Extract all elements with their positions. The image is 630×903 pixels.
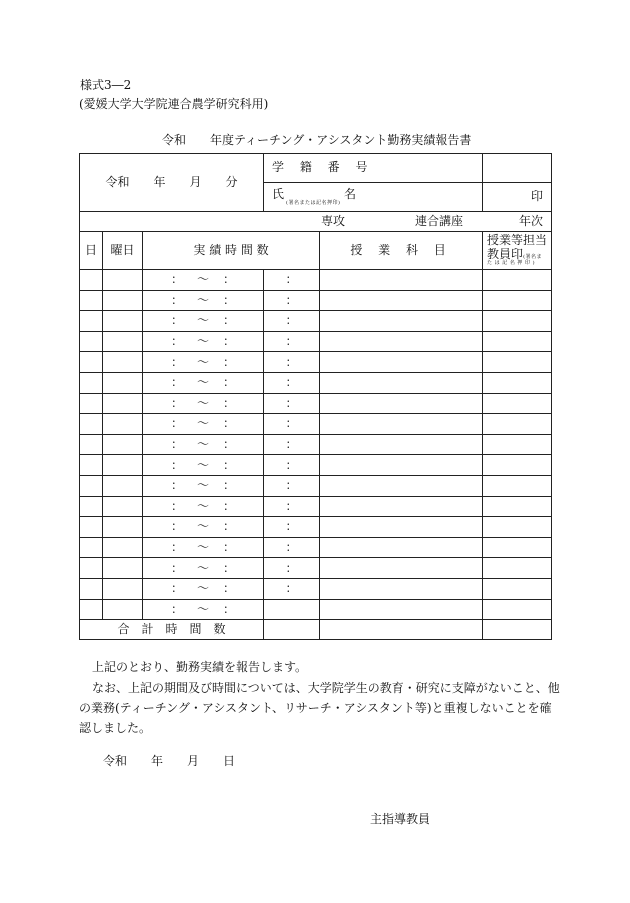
subject-cell[interactable] — [320, 414, 483, 435]
time-mark-time-to: ： — [223, 457, 236, 472]
paragraph-2-line-2: の業務(ティーチング・アシスタント、リサーチ・アシスタント等)と重複しないことを確 — [79, 701, 552, 715]
duration-mark: ： — [285, 560, 298, 575]
weekday-cell[interactable] — [103, 311, 143, 332]
teacher-seal-cell[interactable] — [483, 372, 552, 393]
time-range-cell[interactable] — [143, 475, 264, 496]
duration-cell[interactable] — [264, 496, 320, 517]
time-range-cell[interactable] — [143, 578, 264, 599]
duration-mark: ： — [285, 395, 298, 410]
time-mark-time-to: ： — [223, 354, 236, 369]
time-mark-time-from: ： — [170, 519, 183, 534]
weekday-cell[interactable] — [103, 372, 143, 393]
time-mark-time-to: ： — [223, 581, 236, 596]
time-mark-tilde: 〜 — [197, 272, 210, 287]
time-mark-time-to: ： — [223, 333, 236, 348]
teacher-seal-cell[interactable] — [483, 599, 552, 620]
time-range-cell[interactable] — [143, 517, 264, 538]
time-mark-time-from: ： — [170, 498, 183, 513]
duration-cell[interactable] — [264, 558, 320, 579]
weekday-cell[interactable] — [103, 475, 143, 496]
duration-mark: ： — [285, 519, 298, 534]
table-row — [80, 414, 552, 435]
year-label: 年次 — [519, 213, 544, 228]
day-cell[interactable] — [80, 311, 103, 332]
subject-cell[interactable] — [320, 290, 483, 311]
student-no-field[interactable] — [483, 154, 552, 183]
table-row — [80, 311, 552, 332]
day-cell[interactable] — [80, 414, 103, 435]
day-cell[interactable] — [80, 537, 103, 558]
subject-cell[interactable] — [320, 599, 483, 620]
time-mark-time-from: ： — [170, 272, 183, 287]
teacher-seal-cell[interactable] — [483, 352, 552, 373]
day-cell[interactable] — [80, 290, 103, 311]
name-label-cell — [264, 183, 483, 212]
table-row — [80, 496, 552, 517]
duration-cell[interactable] — [264, 311, 320, 332]
total-label-cell — [80, 620, 264, 640]
duration-cell[interactable] — [264, 290, 320, 311]
time-mark-time-to: ： — [223, 539, 236, 554]
duration-mark: ： — [285, 272, 298, 287]
duration-mark: ： — [285, 457, 298, 472]
duration-cell[interactable] — [264, 352, 320, 373]
signature-date: 令和 年 月 日 — [103, 754, 236, 768]
period-cell — [80, 154, 264, 212]
day-cell[interactable] — [80, 558, 103, 579]
time-mark-tilde: 〜 — [197, 395, 210, 410]
time-mark-tilde: 〜 — [197, 498, 210, 513]
time-mark-time-from: ： — [170, 560, 183, 575]
duration-mark: ： — [285, 498, 298, 513]
teacher-seal-cell[interactable] — [483, 331, 552, 352]
duration-mark: ： — [285, 416, 298, 431]
time-mark-tilde: 〜 — [197, 601, 210, 616]
day-cell[interactable] — [80, 372, 103, 393]
teacher-seal-cell[interactable] — [483, 414, 552, 435]
time-range-cell[interactable] — [143, 496, 264, 517]
subject-cell[interactable] — [320, 270, 483, 291]
day-cell[interactable] — [80, 578, 103, 599]
teacher-seal-cell[interactable] — [483, 434, 552, 455]
teacher-seal-note-b: た は 記 名 押 印 ) — [487, 260, 536, 267]
student-no-label-cell — [264, 154, 483, 183]
time-mark-time-from: ： — [170, 436, 183, 451]
teacher-seal-cell[interactable] — [483, 270, 552, 291]
duration-cell[interactable] — [264, 578, 320, 599]
weekday-cell[interactable] — [103, 455, 143, 476]
time-range-cell[interactable] — [143, 352, 264, 373]
weekday-cell[interactable] — [103, 517, 143, 538]
table-row — [80, 434, 552, 455]
time-mark-time-from: ： — [170, 375, 183, 390]
time-mark-tilde: 〜 — [197, 354, 210, 369]
weekday-cell[interactable] — [103, 393, 143, 414]
teacher-seal-cell[interactable] — [483, 578, 552, 599]
subject-cell[interactable] — [320, 393, 483, 414]
duration-mark: ： — [285, 292, 298, 307]
time-mark-tilde: 〜 — [197, 539, 210, 554]
time-mark-time-to: ： — [223, 560, 236, 575]
weekday-cell[interactable] — [103, 558, 143, 579]
teacher-seal-cell[interactable] — [483, 517, 552, 538]
time-mark-time-to: ： — [223, 272, 236, 287]
total-hours-field[interactable] — [264, 620, 320, 640]
duration-cell[interactable] — [264, 455, 320, 476]
weekday-cell[interactable] — [103, 599, 143, 620]
time-range-cell[interactable] — [143, 599, 264, 620]
time-mark-time-from: ： — [170, 539, 183, 554]
duration-cell[interactable] — [264, 372, 320, 393]
table-row — [80, 558, 552, 579]
time-mark-time-to: ： — [223, 416, 236, 431]
subject-cell[interactable] — [320, 455, 483, 476]
teacher-seal-line2: 教員印 — [487, 246, 524, 261]
report-table — [79, 153, 552, 640]
course-label: 連合講座 — [415, 213, 464, 228]
table-row — [80, 393, 552, 414]
time-mark-time-to: ： — [223, 519, 236, 534]
total-empty-2 — [483, 620, 552, 640]
day-cell[interactable] — [80, 517, 103, 538]
table-row — [80, 578, 552, 599]
table-row — [80, 352, 552, 373]
time-mark-tilde: 〜 — [197, 457, 210, 472]
time-mark-time-from: ： — [170, 478, 183, 493]
duration-mark: ： — [285, 478, 298, 493]
day-cell[interactable] — [80, 455, 103, 476]
table-row — [80, 537, 552, 558]
day-cell[interactable] — [80, 270, 103, 291]
day-cell[interactable] — [80, 331, 103, 352]
time-range-cell[interactable] — [143, 270, 264, 291]
time-range-cell[interactable] — [143, 331, 264, 352]
weekday-cell[interactable] — [103, 331, 143, 352]
duration-mark: ： — [285, 333, 298, 348]
time-range-cell[interactable] — [143, 414, 264, 435]
teacher-seal-line1: 授業等担当 — [487, 232, 548, 247]
time-mark-tilde: 〜 — [197, 375, 210, 390]
time-mark-time-from: ： — [170, 354, 183, 369]
name-label: 氏 名 — [272, 186, 357, 201]
teacher-seal-cell[interactable] — [483, 558, 552, 579]
day-cell[interactable] — [80, 599, 103, 620]
time-mark-time-from: ： — [170, 313, 183, 328]
col-weekday: 曜日 — [103, 232, 143, 270]
duration-mark: ： — [285, 539, 298, 554]
day-cell[interactable] — [80, 496, 103, 517]
col-teacher-seal — [483, 232, 552, 270]
weekday-cell[interactable] — [103, 578, 143, 599]
day-cell[interactable] — [80, 393, 103, 414]
time-mark-time-to: ： — [223, 601, 236, 616]
table-row — [80, 331, 552, 352]
seal-label: 印 — [531, 189, 544, 204]
table-row — [80, 517, 552, 538]
major-label: 専攻 — [321, 213, 346, 228]
time-mark-time-from: ： — [170, 581, 183, 596]
duration-cell[interactable] — [264, 270, 320, 291]
time-mark-time-to: ： — [223, 498, 236, 513]
teacher-seal-cell[interactable] — [483, 537, 552, 558]
duration-cell[interactable] — [264, 434, 320, 455]
col-subject: 授 業 科 目 — [320, 232, 483, 270]
time-range-cell[interactable] — [143, 290, 264, 311]
time-mark-time-from: ： — [170, 395, 183, 410]
subject-cell[interactable] — [320, 558, 483, 579]
table-row — [80, 290, 552, 311]
time-range-cell[interactable] — [143, 372, 264, 393]
time-range-cell[interactable] — [143, 393, 264, 414]
table-row — [80, 599, 552, 620]
period-label: 令和 年 月 分 — [105, 174, 238, 189]
subject-cell[interactable] — [320, 352, 483, 373]
teacher-seal-cell[interactable] — [483, 393, 552, 414]
time-range-cell[interactable] — [143, 311, 264, 332]
day-cell[interactable] — [80, 434, 103, 455]
duration-mark: ： — [285, 436, 298, 451]
time-mark-tilde: 〜 — [197, 519, 210, 534]
name-note: (署名または記名押印) — [286, 199, 341, 206]
time-mark-tilde: 〜 — [197, 416, 210, 431]
student-no-label: 学 籍 番 号 — [272, 160, 374, 175]
weekday-cell[interactable] — [103, 270, 143, 291]
time-range-cell[interactable] — [143, 537, 264, 558]
duration-cell[interactable] — [264, 599, 320, 620]
table-row — [80, 475, 552, 496]
time-mark-time-from: ： — [170, 333, 183, 348]
time-mark-tilde: 〜 — [197, 478, 210, 493]
weekday-cell[interactable] — [103, 290, 143, 311]
time-mark-tilde: 〜 — [197, 436, 210, 451]
time-range-cell[interactable] — [143, 558, 264, 579]
time-mark-time-from: ： — [170, 457, 183, 472]
subject-cell[interactable] — [320, 537, 483, 558]
subject-cell[interactable] — [320, 517, 483, 538]
duration-cell[interactable] — [264, 414, 320, 435]
day-cell[interactable] — [80, 475, 103, 496]
subject-cell[interactable] — [320, 311, 483, 332]
day-cell[interactable] — [80, 352, 103, 373]
duration-cell[interactable] — [264, 517, 320, 538]
supervisor-label: 主指導教員 — [370, 812, 431, 826]
time-mark-time-to: ： — [223, 375, 236, 390]
teacher-seal-cell[interactable] — [483, 475, 552, 496]
time-mark-tilde: 〜 — [197, 581, 210, 596]
duration-cell[interactable] — [264, 331, 320, 352]
table-row — [80, 372, 552, 393]
time-mark-tilde: 〜 — [197, 292, 210, 307]
subject-cell[interactable] — [320, 331, 483, 352]
time-mark-time-to: ： — [223, 395, 236, 410]
weekday-cell[interactable] — [103, 414, 143, 435]
form-number: 様式3―2 — [80, 78, 132, 92]
teacher-seal-cell[interactable] — [483, 311, 552, 332]
paragraph-2-line-3: 認しました。 — [79, 721, 152, 735]
time-mark-time-to: ： — [223, 292, 236, 307]
duration-cell[interactable] — [264, 475, 320, 496]
teacher-seal-cell[interactable] — [483, 455, 552, 476]
weekday-cell[interactable] — [103, 434, 143, 455]
time-range-cell[interactable] — [143, 434, 264, 455]
total-empty-1 — [320, 620, 483, 640]
subject-cell[interactable] — [320, 372, 483, 393]
weekday-cell[interactable] — [103, 352, 143, 373]
name-field[interactable] — [483, 183, 552, 212]
time-mark-time-from: ： — [170, 416, 183, 431]
time-mark-tilde: 〜 — [197, 333, 210, 348]
teacher-seal-cell[interactable] — [483, 496, 552, 517]
time-range-cell[interactable] — [143, 455, 264, 476]
col-hours: 実 績 時 間 数 — [143, 232, 320, 270]
page-title: 令和 年度ティーチング・アシスタント勤務実績報告書 — [162, 133, 472, 147]
duration-mark: ： — [285, 354, 298, 369]
paragraph-1: 上記のとおり、勤務実績を報告します。 — [92, 660, 308, 674]
duration-cell[interactable] — [264, 537, 320, 558]
duration-mark: ： — [285, 375, 298, 390]
duration-cell[interactable] — [264, 393, 320, 414]
duration-mark: ： — [285, 581, 298, 596]
col-day: 日 — [80, 232, 103, 270]
weekday-cell[interactable] — [103, 496, 143, 517]
table-row — [80, 455, 552, 476]
teacher-seal-note-a: (署名ま — [523, 253, 543, 260]
time-mark-time-to: ： — [223, 436, 236, 451]
subject-cell[interactable] — [320, 496, 483, 517]
paragraph-2-line-1: なお、上記の期間及び時間については、大学院学生の教育・研究に支障がないこと、他 — [92, 681, 560, 695]
time-mark-tilde: 〜 — [197, 313, 210, 328]
duration-mark: ： — [285, 313, 298, 328]
subject-cell[interactable] — [320, 434, 483, 455]
weekday-cell[interactable] — [103, 537, 143, 558]
time-mark-time-to: ： — [223, 313, 236, 328]
time-mark-tilde: 〜 — [197, 560, 210, 575]
teacher-seal-cell[interactable] — [483, 290, 552, 311]
subject-cell[interactable] — [320, 578, 483, 599]
form-note: (愛媛大学大学院連合農学研究科用) — [79, 97, 269, 111]
time-mark-time-to: ： — [223, 478, 236, 493]
total-label: 合 計 時 間 数 — [117, 622, 226, 636]
table-row — [80, 270, 552, 291]
time-mark-time-from: ： — [170, 601, 183, 616]
major-row — [80, 212, 552, 232]
time-mark-time-from: ： — [170, 292, 183, 307]
subject-cell[interactable] — [320, 475, 483, 496]
